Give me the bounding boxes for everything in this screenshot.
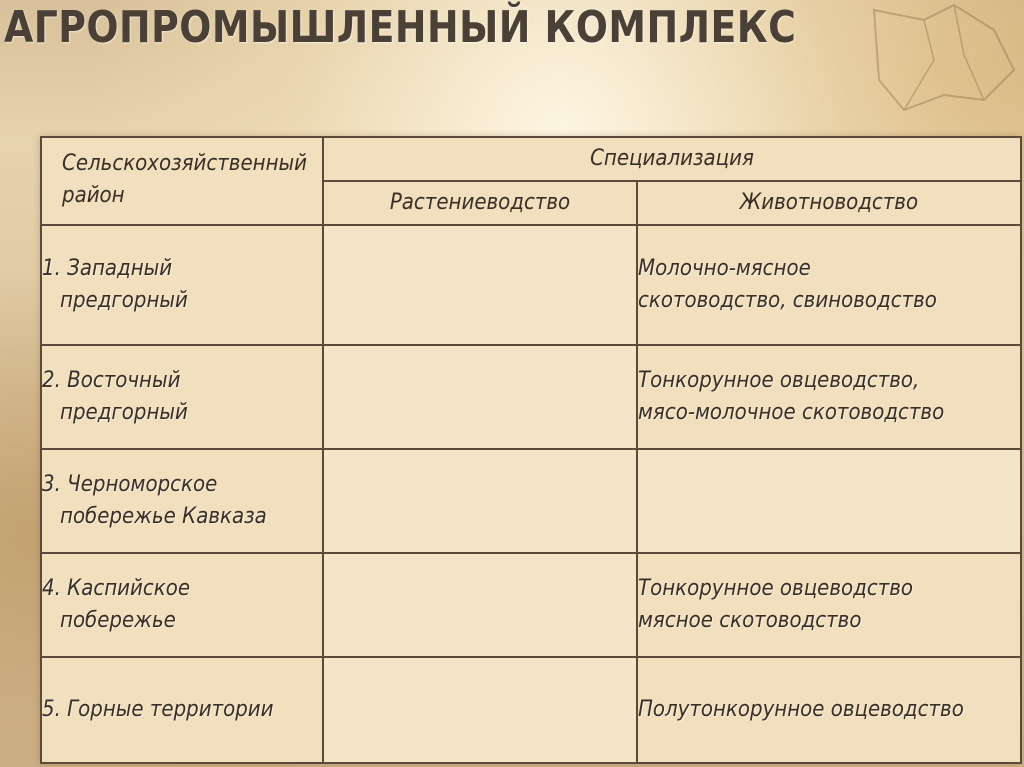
- plant-cell: [323, 553, 637, 657]
- table-header-row: [41, 137, 1021, 181]
- animal-line: мясо-молочное скотоводство: [638, 400, 945, 425]
- animal-line: скотоводство, свиноводство: [638, 288, 937, 313]
- map-background-decoration: [864, 0, 1024, 120]
- table-row: [41, 225, 1021, 345]
- region-cell: [41, 449, 323, 553]
- animal-line: Молочно-мясное: [638, 256, 811, 281]
- plant-cell: [323, 657, 637, 763]
- region-name: 2. Восточный: [42, 368, 181, 393]
- plant-cell: [323, 345, 637, 449]
- region-cell: [41, 225, 323, 345]
- animal-line: Тонкорунное овцеводство: [638, 576, 913, 601]
- animal-cell: [637, 553, 1021, 657]
- region-name-cont: побережье Кавказа: [60, 504, 267, 529]
- header-region: Сельскохозяйственный район: [41, 137, 323, 225]
- region-name: 4. Каспийское: [42, 576, 191, 601]
- region-name-cont: предгорный: [60, 288, 188, 313]
- table-row: [41, 449, 1021, 553]
- region-name: 5. Горные территории: [42, 697, 274, 722]
- region-name: 3. Черноморское: [42, 472, 218, 497]
- table-row: [41, 345, 1021, 449]
- page-title: АГРОПРОМЫШЛЕННЫЙ КОМПЛЕКС: [4, 2, 797, 53]
- region-cell: [41, 345, 323, 449]
- header-animal-husbandry: Животноводство: [637, 181, 1021, 225]
- plant-cell: [323, 449, 637, 553]
- animal-cell: [637, 345, 1021, 449]
- region-name-cont: побережье: [60, 608, 176, 633]
- region-name: 1. Западный: [42, 256, 173, 281]
- table-row: [41, 657, 1021, 763]
- animal-cell: [637, 225, 1021, 345]
- animal-cell: [637, 657, 1021, 763]
- specialization-table-container: [40, 136, 1020, 764]
- animal-line: Тонкорунное овцеводство,: [638, 368, 920, 393]
- header-plant-growing: Растениеводство: [323, 181, 637, 225]
- header-specialization: Специализация: [323, 137, 1021, 181]
- region-cell: [41, 553, 323, 657]
- specialization-table: [40, 136, 1022, 764]
- region-name-cont: предгорный: [60, 400, 188, 425]
- animal-cell: [637, 449, 1021, 553]
- table-row: [41, 553, 1021, 657]
- animal-line: Полутонкорунное овцеводство: [638, 697, 964, 722]
- region-cell: [41, 657, 323, 763]
- plant-cell: [323, 225, 637, 345]
- animal-line: мясное скотоводство: [638, 608, 862, 633]
